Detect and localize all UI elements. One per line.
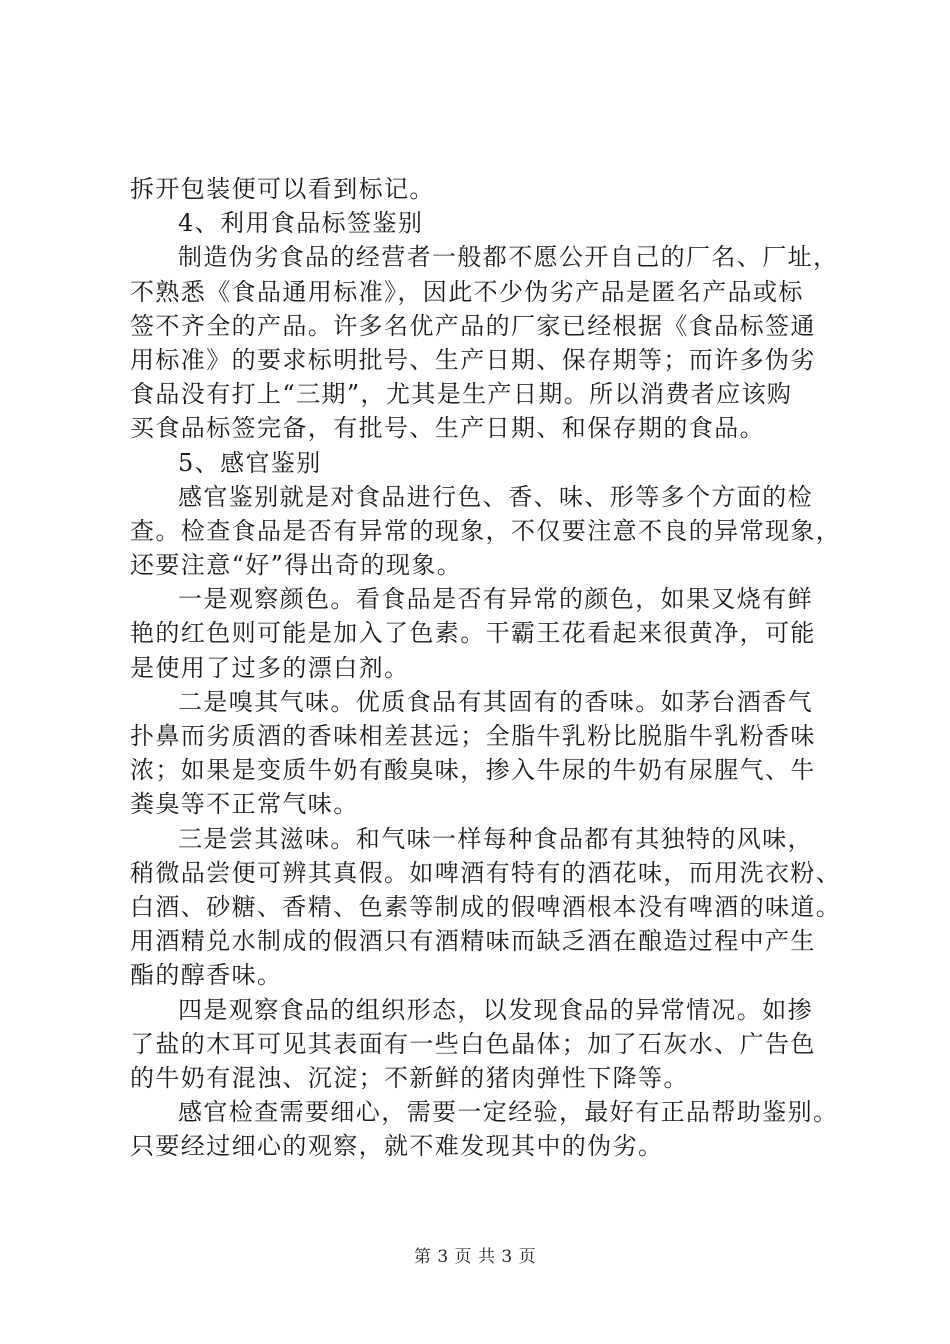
body-text-line: 买食品标签完备，有批号、生产日期、和保存期的食品。 [130,414,765,443]
body-text-line: 拆开包装便可以看到标记。 [130,175,435,203]
body-text-line: 稍微品尝便可辨其真假。如啤酒有特有的酒花味，而用洗衣粉、 [130,858,842,887]
section-heading: 5、感官鉴别 [178,448,322,477]
body-text-line: 制造伪劣食品的经营者一般都不愿公开自己的厂名、厂址， [178,243,839,272]
body-text-line: 浓；如果是变质牛奶有酸臭味，掺入牛尿的牛奶有尿腥气、牛 [130,756,816,785]
body-text-line: 用标准》的要求标明批号、生产日期、保存期等；而许多伪劣 [130,345,816,374]
section-heading: 4、利用食品标签鉴别 [178,209,424,238]
document-body [130,172,842,1163]
body-text-line: 了盐的木耳可见其表面有一些白色晶体；加了石灰水、广告色 [130,1029,816,1058]
body-text-line: 的牛奶有混浊、沉淀；不新鲜的猪肉弹性下降等。 [130,1063,689,1092]
body-text-line: 感官鉴别就是对食品进行色、香、味、形等多个方面的检 [178,482,813,511]
body-text-line: 感官检查需要细心，需要一定经验，最好有正品帮助鉴别。 [178,1098,839,1127]
body-text-line: 粪臭等不正常气味。 [130,790,359,819]
page-number-footer: 第 3 页 共 3 页 [413,1247,537,1267]
body-text-line: 查。检查食品是否有异常的现象，不仅要注意不良的异常现象， [130,516,842,545]
body-text-line: 还要注意“好”得出奇的现象。 [130,551,463,580]
body-text-line: 不熟悉《食品通用标准》，因此不少伪劣产品是匿名产品或标 [130,277,804,306]
body-text-line: 一是观察颜色。看食品是否有异常的颜色，如果叉烧有鲜 [178,585,813,614]
body-text-line: 只要经过细心的观察，就不难发现其中的伪劣。 [130,1132,664,1161]
body-text-line: 白酒、砂糖、香精、色素等制成的假啤酒根本没有啤酒的味道。 [130,892,842,921]
body-text-line: 艳的红色则可能是加入了色素。干霸王花看起来很黄净，可能 [130,619,816,648]
body-text-line: 三是尝其滋味。和气味一样每种食品都有其独特的风味， [178,824,813,853]
body-text-line: 用酒精兑水制成的假酒只有酒精味而缺乏酒在酿造过程中产生 [130,927,816,956]
body-text-line: 酯的醇香味。 [130,961,283,990]
body-text-line: 食品没有打上“三期”，尤其是生产日期。所以消费者应该购 [130,380,793,409]
body-text-line: 二是嗅其气味。优质食品有其固有的香味。如茅台酒香气 [178,687,813,716]
body-text-line: 是使用了过多的漂白剂。 [130,653,410,682]
body-text-line: 扑鼻而劣质酒的香味相差甚远；全脂牛乳粉比脱脂牛乳粉香味 [130,722,816,750]
body-text-line: 四是观察食品的组织形态，以发现食品的异常情况。如掺 [178,995,813,1024]
body-text-line: 签不齐全的产品。许多名优产品的厂家已经根据《食品标签通 [130,311,816,340]
